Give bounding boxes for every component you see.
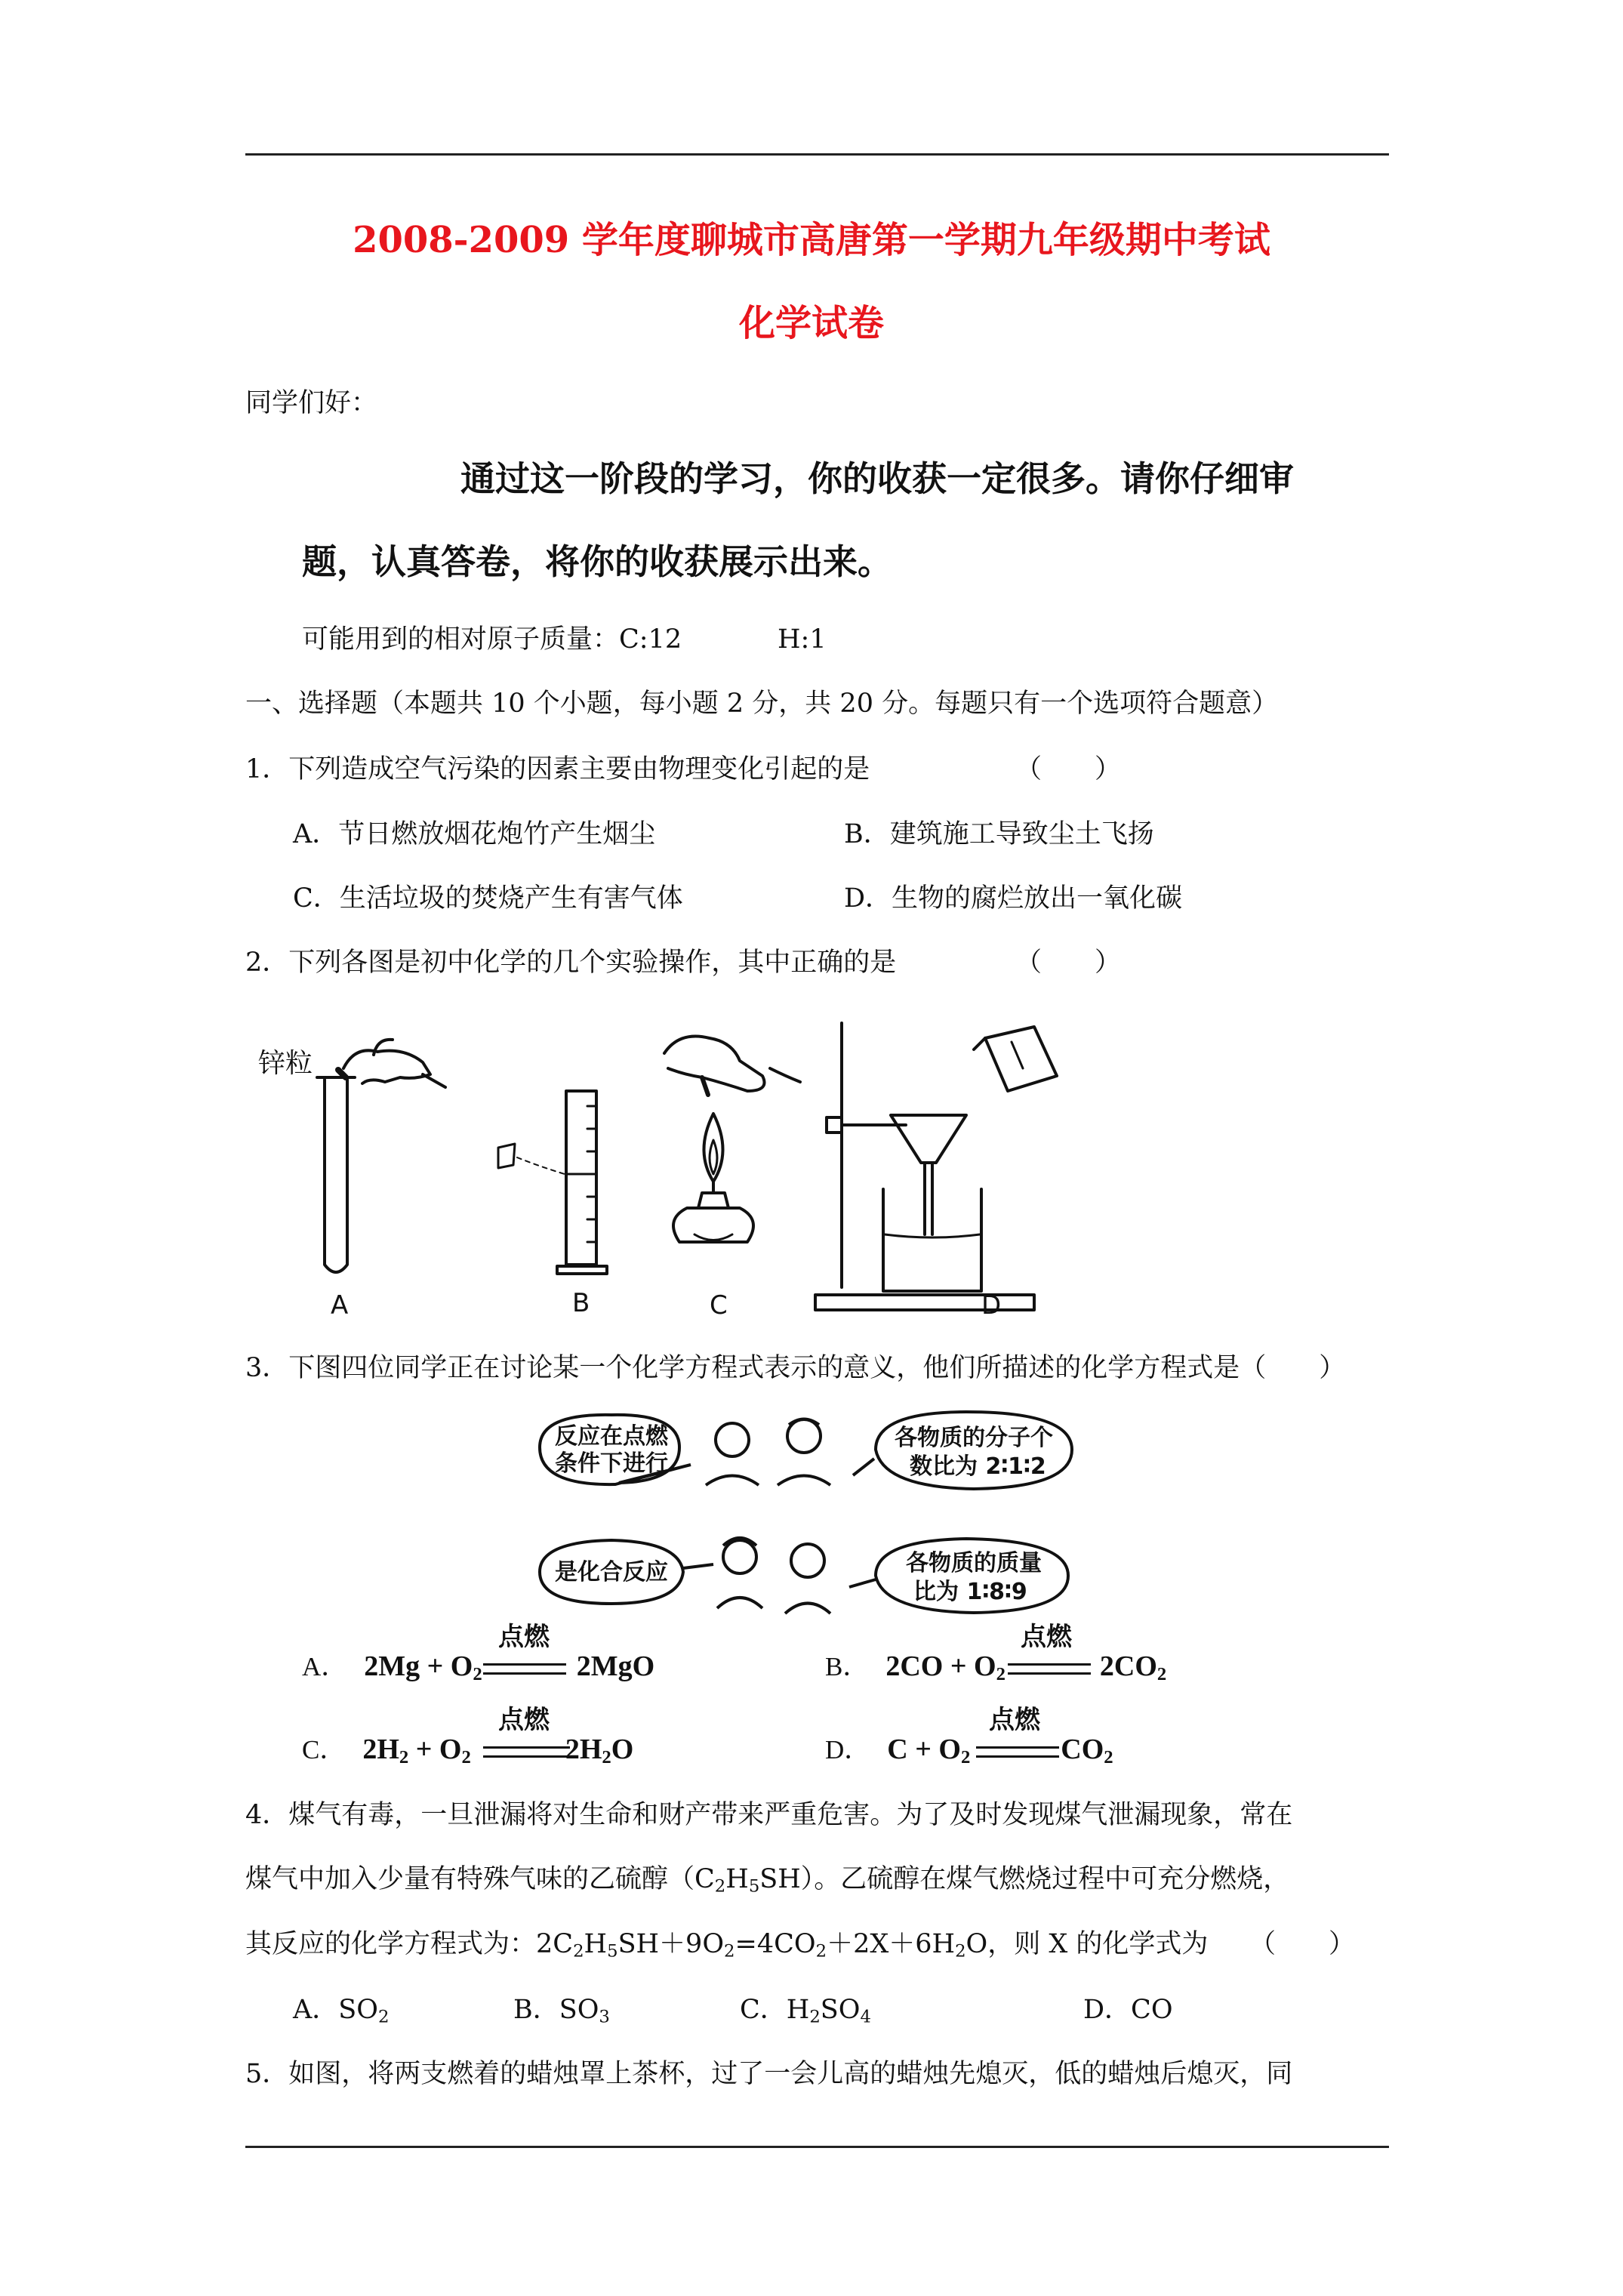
q4-line-2: 煤气中加入少量有特殊气味的乙硫醇$(C_2H_5SH)$。乙硫醇在煤气燃烧过程中可充分燃烧， xyxy=(245,1864,1290,1897)
q3-discussion-figure xyxy=(528,1406,1117,1632)
footer-rule xyxy=(245,2146,1389,2148)
funnel-icon xyxy=(891,1115,966,1234)
fig-label-b: B xyxy=(572,1288,590,1318)
q1-option-c: C．生活垃圾的焚烧产生有害气体 xyxy=(293,883,683,914)
q1-option-b: B．建筑施工导致尘土飞扬 xyxy=(844,819,1154,849)
bubble-2-line-2: 数比为 2∶1∶2 xyxy=(910,1453,1046,1480)
q3-c-condition: 点燃 xyxy=(498,1705,550,1735)
q4-bracket: （ ） xyxy=(1249,1929,1356,1959)
fig-label-a: A xyxy=(331,1290,349,1321)
q2-bracket: （ ） xyxy=(1015,948,1122,978)
q5-line-1: 5．如图，将两支燃着的蜡烛罩上茶杯，过了一会儿高的蜡烛先熄灭，低的蜡烛后熄灭，同 xyxy=(245,2059,1293,2089)
bubble-3: 是化合反应 xyxy=(555,1559,668,1586)
bubble-4-line-1: 各物质的质量 xyxy=(906,1550,1042,1576)
zinc-label: 锌粒 xyxy=(258,1048,313,1079)
q4-option-a: A．$SO_2$ xyxy=(293,1995,390,2027)
q3-stem: 3．下图四位同学正在讨论某一个化学方程式表示的意义，他们所描述的化学方程式是（ ） xyxy=(245,1353,1346,1383)
exam-subtitle: 化学试卷 xyxy=(738,302,884,344)
q3-option-c: C． $2H_2 + O_2$ $2H_2O$ xyxy=(302,1734,634,1768)
greeting: 同学们好： xyxy=(245,388,378,418)
atomic-mass-label: 可能用到的相对原子质量：C:12 xyxy=(302,624,682,655)
q4-option-c: C．$H_2SO_4$ xyxy=(740,1995,871,2027)
q2-stem: 2．下列各图是初中化学的几个实验操作，其中正确的是 xyxy=(245,948,897,978)
alcohol-lamp-icon xyxy=(673,1114,753,1242)
q3-d-condition: 点燃 xyxy=(989,1705,1040,1735)
pouring-beaker-icon xyxy=(974,1027,1057,1091)
graduated-cylinder-icon xyxy=(557,1091,607,1274)
q3-option-b: B． $2CO + O_2$ $2CO_2$ xyxy=(825,1650,1167,1685)
hand-lighting-icon xyxy=(664,1037,800,1096)
q2-lab-figure xyxy=(242,993,1132,1333)
q4-option-d: D．CO xyxy=(1083,1995,1173,2025)
q4-line-1: 4．煤气有毒，一旦泄漏将对生命和财产带来严重危害。为了及时发现煤气泄漏现象，常在 xyxy=(245,1800,1293,1830)
q4-line-3: 其反应的化学方程式为：$2C_2H_5SH+9O_2=4CO_2+2X+6H_2O$，则 X 的化学式为 xyxy=(245,1929,1209,1962)
intro-line-2: 题，认真答卷，将你的收获展示出来。 xyxy=(302,541,892,582)
student-4-icon xyxy=(785,1544,830,1613)
q3-option-d: D． $C + O_2$ $CO_2$ xyxy=(825,1734,1113,1768)
bubble-1-line-2: 条件下进行 xyxy=(555,1450,668,1477)
hand-icon xyxy=(338,1040,445,1087)
bubble-4-line-2: 比为 1∶8∶9 xyxy=(913,1579,1027,1605)
fig-label-c: C xyxy=(710,1290,728,1321)
q1-option-a: A．节日燃放烟花炮竹产生烟尘 xyxy=(293,819,656,849)
intro-line-1: 通过这一阶段的学习，你的收获一定很多。请你仔细审 xyxy=(460,458,1294,499)
header-rule xyxy=(245,153,1389,156)
eye-icon xyxy=(498,1144,565,1174)
bubble-2-line-1: 各物质的分子个 xyxy=(895,1425,1053,1451)
q1-stem: 1．下列造成空气污染的因素主要由物理变化引起的是 xyxy=(245,754,870,784)
q1-bracket: （ ） xyxy=(1015,754,1122,784)
student-1-icon xyxy=(706,1423,759,1485)
q1-option-d: D．生物的腐烂放出一氧化碳 xyxy=(844,883,1183,914)
fig-label-d: D xyxy=(981,1290,1002,1321)
student-2-icon xyxy=(778,1419,830,1486)
section-1-header: 一、选择题（本题共 10 个小题，每小题 2 分，共 20 分。每题只有一个选项符合题意） xyxy=(245,689,1279,719)
atomic-mass-h: H:1 xyxy=(778,624,827,655)
q3-a-condition: 点燃 xyxy=(498,1622,550,1652)
q3-option-a: A． $2Mg + O_2$ 2MgO xyxy=(302,1650,655,1685)
student-3-icon xyxy=(717,1538,762,1608)
exam-title: 2008-2009 学年度聊城市高唐第一学期九年级期中考试 xyxy=(353,219,1270,261)
q3-b-condition: 点燃 xyxy=(1021,1622,1072,1652)
q4-option-b: B．$SO_3$ xyxy=(513,1995,610,2027)
bubble-1-line-1: 反应在点燃 xyxy=(555,1423,668,1450)
test-tube-icon xyxy=(317,1077,355,1272)
